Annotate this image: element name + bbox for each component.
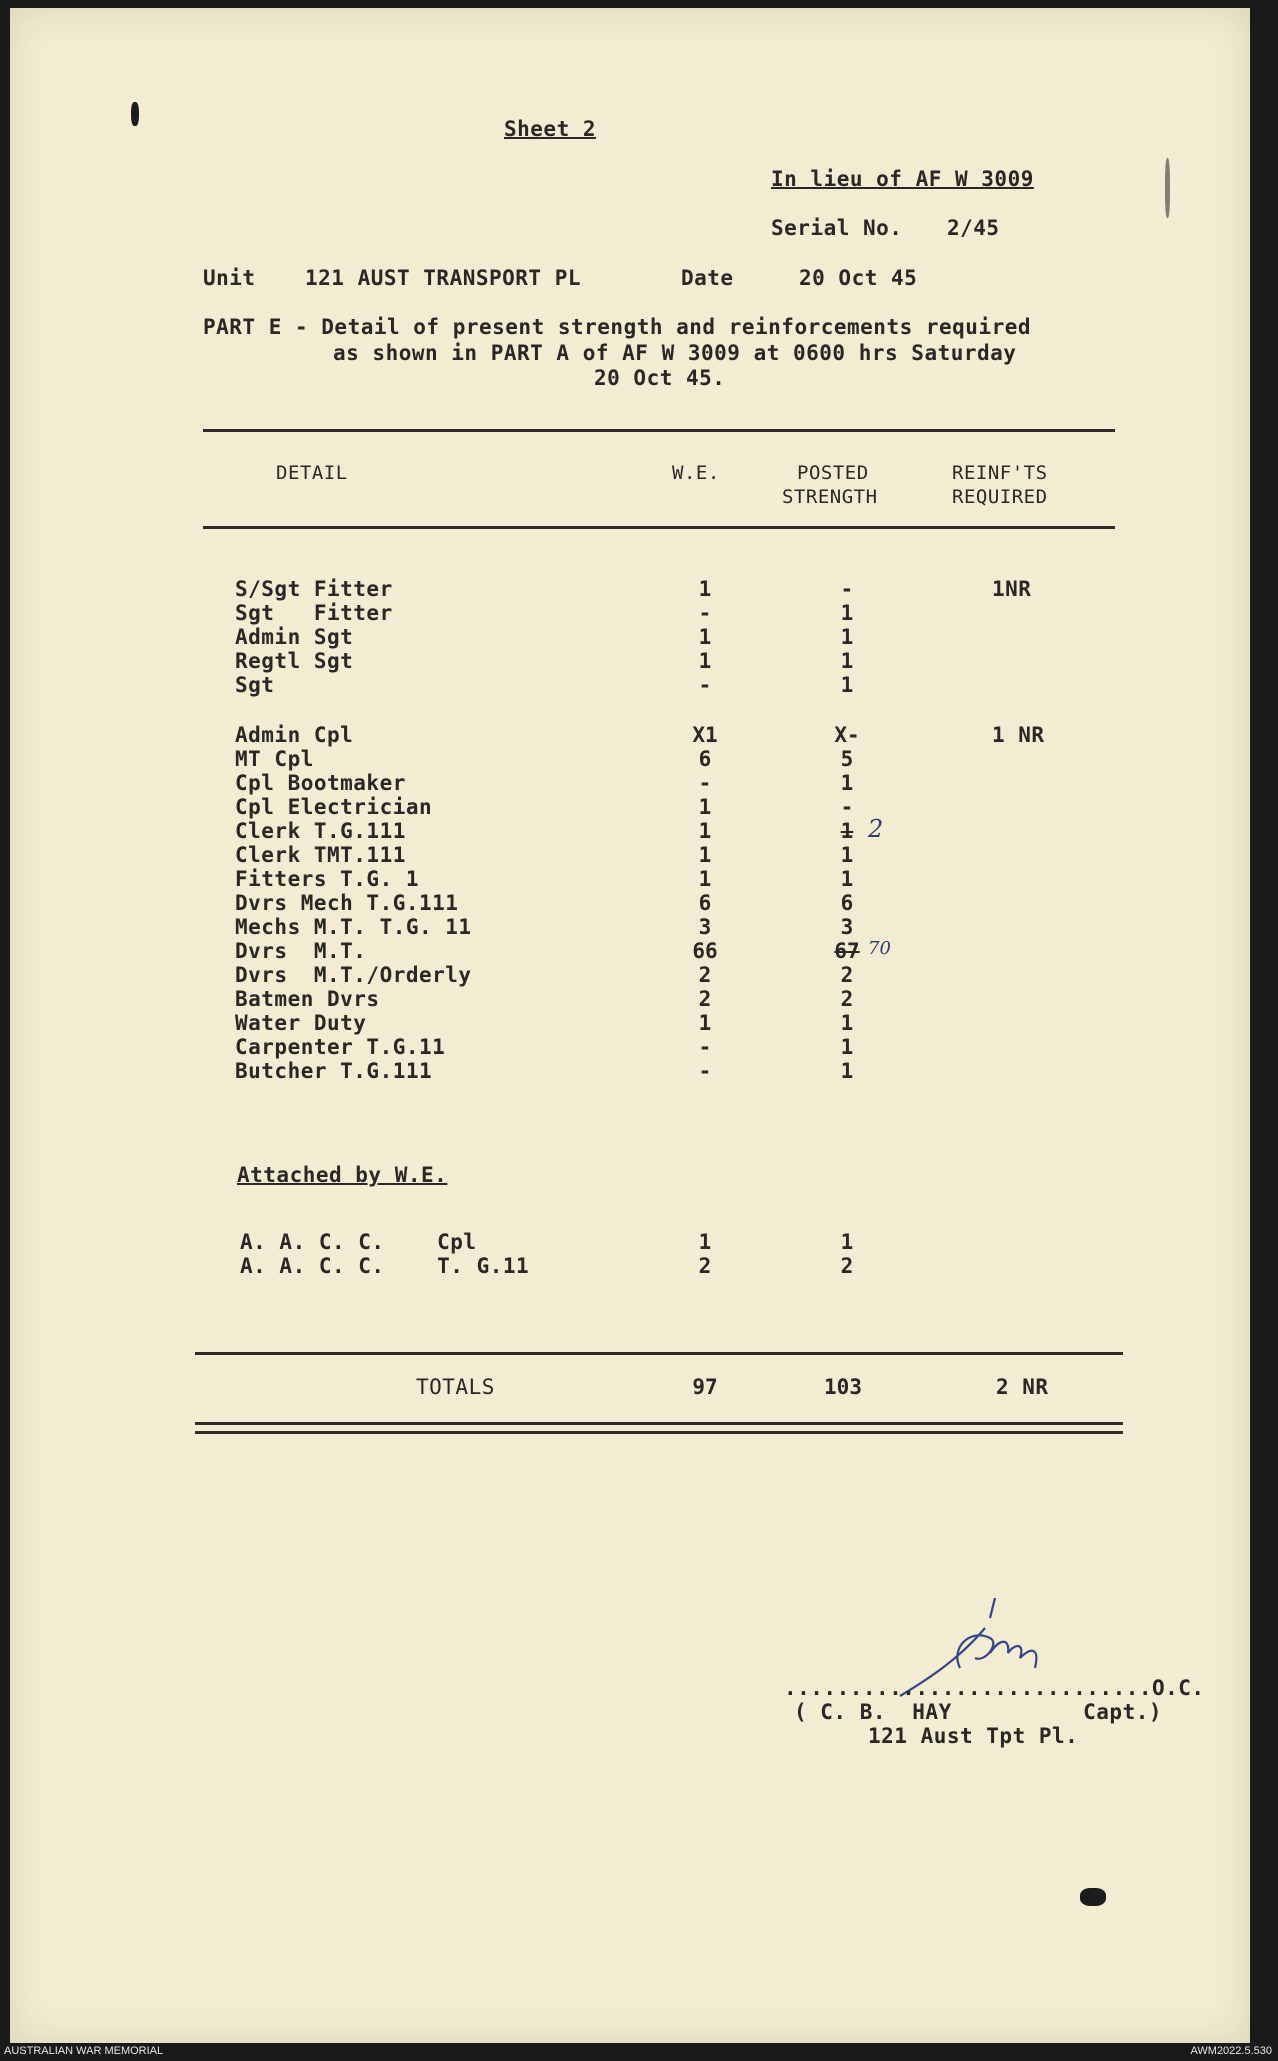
row-we: 2	[698, 963, 712, 987]
row-posted: -	[840, 795, 854, 819]
row-posted: 3	[840, 915, 854, 939]
date-value: 20 Oct 45	[799, 266, 918, 290]
column-header-required: REQUIRED	[952, 486, 1048, 508]
row-detail: Batmen Dvrs	[235, 987, 380, 1011]
row-we: 2	[698, 987, 712, 1011]
row-we: -	[698, 673, 712, 697]
row-posted: 2	[840, 1254, 854, 1278]
handwritten-correction: 70	[868, 938, 891, 959]
row-we: -	[698, 1059, 712, 1083]
part-line-1: PART E - Detail of present strength and reinforcements required	[203, 315, 1032, 339]
row-we: -	[698, 601, 712, 625]
row-posted: 2	[840, 987, 854, 1011]
row-posted: 1	[840, 1011, 854, 1035]
row-we: 1	[698, 843, 712, 867]
row-posted: 1	[840, 771, 854, 795]
column-header-we: W.E.	[672, 462, 720, 484]
row-detail: A. A. C. C. T. G.11	[240, 1254, 530, 1278]
row-we: 1	[698, 625, 712, 649]
punch-mark	[131, 102, 139, 126]
unit-label: Unit	[203, 266, 256, 290]
row-detail: Mechs M.T. T.G. 11	[235, 915, 472, 939]
row-posted: 1	[840, 819, 854, 843]
unit-value: 121 AUST TRANSPORT PL	[305, 266, 582, 290]
totals-label: TOTALS	[416, 1375, 495, 1399]
column-header-posted: POSTED	[797, 462, 869, 484]
row-posted: 5	[840, 747, 854, 771]
row-detail: Admin Sgt	[235, 625, 354, 649]
rule-totals-top	[195, 1352, 1123, 1355]
totals-we: 97	[692, 1375, 718, 1399]
row-we: -	[698, 771, 712, 795]
row-posted: 1	[840, 867, 854, 891]
row-posted: X-	[834, 723, 860, 747]
row-posted: 1	[840, 843, 854, 867]
sheet-title: Sheet 2	[504, 117, 597, 141]
date-label: Date	[681, 266, 734, 290]
rule-header	[203, 526, 1115, 529]
row-detail: Clerk TMT.111	[235, 843, 406, 867]
punch-mark	[1080, 1888, 1106, 1906]
row-we: 1	[698, 1011, 712, 1035]
row-we: 1	[698, 819, 712, 843]
row-we: 66	[692, 939, 718, 963]
row-detail: Sgt Fitter	[235, 601, 393, 625]
part-line-3: 20 Oct 45.	[594, 366, 726, 390]
row-posted: 67	[834, 939, 860, 963]
row-detail: Dvrs M.T.	[235, 939, 367, 963]
row-posted: -	[840, 577, 854, 601]
column-header-detail: DETAIL	[276, 462, 348, 484]
row-we: 1	[698, 795, 712, 819]
row-we: -	[698, 1035, 712, 1059]
archive-credit: AUSTRALIAN WAR MEMORIAL	[4, 2045, 164, 2057]
row-posted: 1	[840, 649, 854, 673]
row-detail: S/Sgt Fitter	[235, 577, 393, 601]
row-we: 1	[698, 577, 712, 601]
row-posted: 1	[840, 601, 854, 625]
attached-title: Attached by W.E.	[237, 1163, 448, 1187]
signatory-unit: 121 Aust Tpt Pl.	[868, 1724, 1079, 1748]
rule-totals-bottom-1	[195, 1422, 1123, 1425]
row-posted: 1	[840, 1059, 854, 1083]
rule-top	[203, 429, 1115, 432]
row-detail: Sgt	[235, 673, 275, 697]
row-detail: Cpl Electrician	[235, 795, 433, 819]
row-we: 6	[698, 747, 712, 771]
row-detail: Dvrs Mech T.G.111	[235, 891, 459, 915]
punch-mark	[1165, 158, 1170, 218]
row-detail: Dvrs M.T./Orderly	[235, 963, 472, 987]
column-header-strength: STRENGTH	[782, 486, 878, 508]
row-we: X1	[692, 723, 718, 747]
row-we: 2	[698, 1254, 712, 1278]
archive-reference: AWM2022.5.530	[1190, 2045, 1272, 2057]
serial-label: Serial No.	[771, 216, 903, 240]
row-we: 6	[698, 891, 712, 915]
row-we: 1	[698, 867, 712, 891]
totals-posted: 103	[824, 1375, 862, 1399]
row-detail: Fitters T.G. 1	[235, 867, 420, 891]
part-line-2: as shown in PART A of AF W 3009 at 0600 hrs Saturday	[333, 341, 1017, 365]
row-detail: Admin Cpl	[235, 723, 354, 747]
row-detail: Water Duty	[235, 1011, 367, 1035]
row-we: 1	[698, 1230, 712, 1254]
signatory-name: ( C. B. HAY Capt.)	[794, 1700, 1163, 1724]
row-detail: Regtl Sgt	[235, 649, 354, 673]
row-detail: Cpl Bootmaker	[235, 771, 406, 795]
row-posted: 1	[840, 1035, 854, 1059]
row-we: 3	[698, 915, 712, 939]
document-page	[10, 8, 1250, 2043]
row-posted: 2	[840, 963, 854, 987]
in-lieu-label: In lieu of AF W 3009	[771, 167, 1034, 191]
row-reinf: 1 NR	[992, 723, 1045, 747]
row-posted: 1	[840, 625, 854, 649]
signature-dots: ............................O.C.	[784, 1676, 1205, 1700]
row-detail: Clerk T.G.111	[235, 819, 406, 843]
handwritten-correction: 2	[868, 815, 884, 843]
row-detail: A. A. C. C. Cpl	[240, 1230, 477, 1254]
column-header-reinf: REINF'TS	[952, 462, 1048, 484]
row-detail: Carpenter T.G.11	[235, 1035, 446, 1059]
row-posted: 6	[840, 891, 854, 915]
totals-reinf: 2 NR	[996, 1375, 1049, 1399]
serial-value: 2/45	[947, 216, 1000, 240]
row-posted: 1	[840, 673, 854, 697]
row-detail: MT Cpl	[235, 747, 314, 771]
row-detail: Butcher T.G.111	[235, 1059, 433, 1083]
rule-totals-bottom-2	[195, 1431, 1123, 1434]
row-posted: 1	[840, 1230, 854, 1254]
row-reinf: 1NR	[992, 577, 1032, 601]
row-we: 1	[698, 649, 712, 673]
